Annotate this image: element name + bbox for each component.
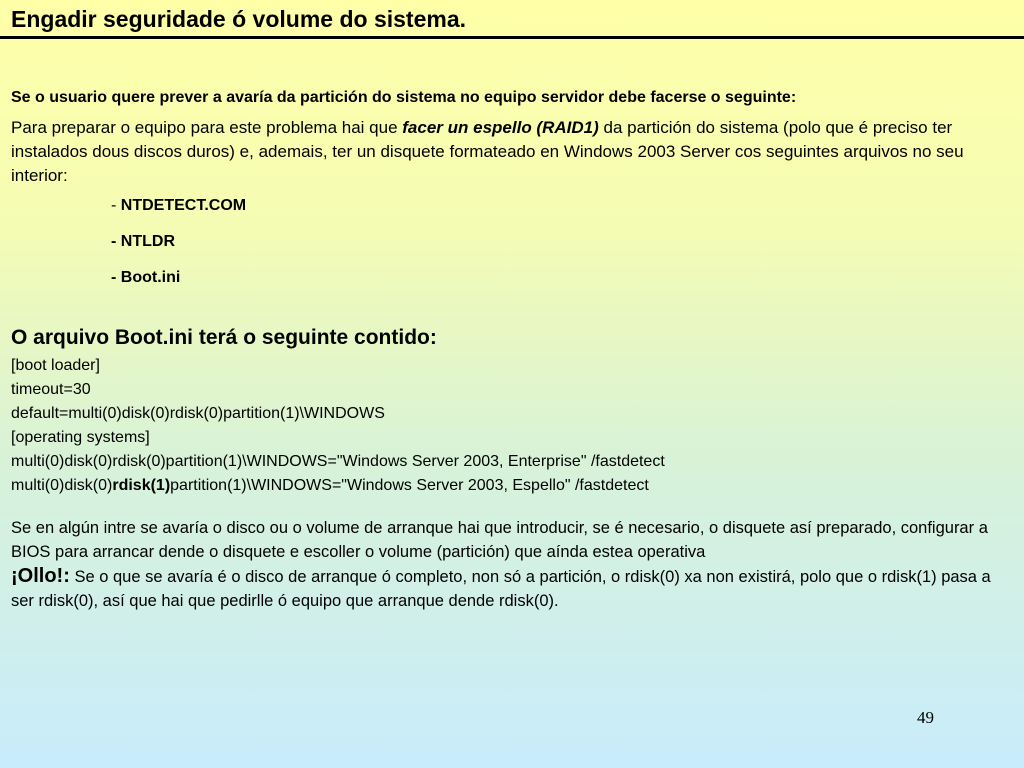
page-number: 49 <box>917 708 934 727</box>
file-item-ntdetect <box>111 194 1011 218</box>
boot-ini-heading: O arquivo Boot.ini terá o seguinte contido: <box>11 326 437 349</box>
mirror-line-highlight: rdisk(1) <box>112 477 171 494</box>
slide-content <box>11 86 1011 613</box>
title-divider <box>0 36 1024 39</box>
mirror-line-prefix: multi(0)disk(0) <box>11 477 113 494</box>
boot-ini-line: multi(0)disk(0)rdisk(0)partition(1)\WINDOWS="Windows Server 2003, Enterprise" /fastdetect <box>11 453 665 470</box>
list-dash: - <box>111 197 117 214</box>
required-files-list <box>111 194 1011 290</box>
intro-text-before: Para preparar o equipo para este problema hai que <box>11 118 403 137</box>
intro-paragraph <box>11 116 1011 188</box>
list-dash: - <box>111 233 117 250</box>
boot-ini-line-mirror <box>11 474 1011 498</box>
mirror-line-suffix: partition(1)\WINDOWS="Windows Server 2003, Espello" /fastdetect <box>170 477 649 494</box>
intro-heading: Se o usuario quere prever a avaría da partición do sistema no equipo servidor debe facerse o seguinte: <box>11 89 797 106</box>
intro-text-after: da partición do sistema (polo que é preciso ter instalados dous discos duros) e, ademais, ter un disquete formateado en Windows 2003 Server cos seguintes arquivos no seu interior: <box>11 118 964 185</box>
warning-paragraph <box>11 564 1011 613</box>
file-name: NTLDR <box>120 233 175 250</box>
warning-label: ¡Ollo!: <box>11 565 70 587</box>
file-name: NTDETECT.COM <box>120 197 247 214</box>
boot-ini-line: default=multi(0)disk(0)rdisk(0)partition(1)\WINDOWS <box>11 405 385 422</box>
warning-text: Se o que se avaría é o disco de arranque ó completo, non só a partición, o rdisk(0) xa non existirá, polo que o rdisk(1) pasa a ser rdisk(0), así que hai que pedirlle ó equipo que arranque dende rdisk(0). <box>11 568 991 610</box>
slide-title: Engadir seguridade ó volume do sistema. <box>11 6 467 32</box>
file-item-ntldr <box>111 230 1011 254</box>
boot-ini-line: [boot loader] <box>11 357 100 374</box>
failure-note: Se en algún intre se avaría o disco ou o volume de arranque hai que introducir, se é necesario, o disquete así preparado, configurar a BIOS para arrancar dende o disquete e escoller o volume (partición) que aínda estea operativa <box>11 519 988 561</box>
boot-ini-line: [operating systems] <box>11 429 150 446</box>
boot-ini-line: timeout=30 <box>11 381 91 398</box>
file-name: Boot.ini <box>120 269 181 286</box>
intro-emphasis: facer un espello (RAID1) <box>402 118 599 137</box>
file-item-bootini <box>111 266 1011 290</box>
boot-ini-content <box>11 354 1011 498</box>
list-dash: - <box>111 269 117 286</box>
